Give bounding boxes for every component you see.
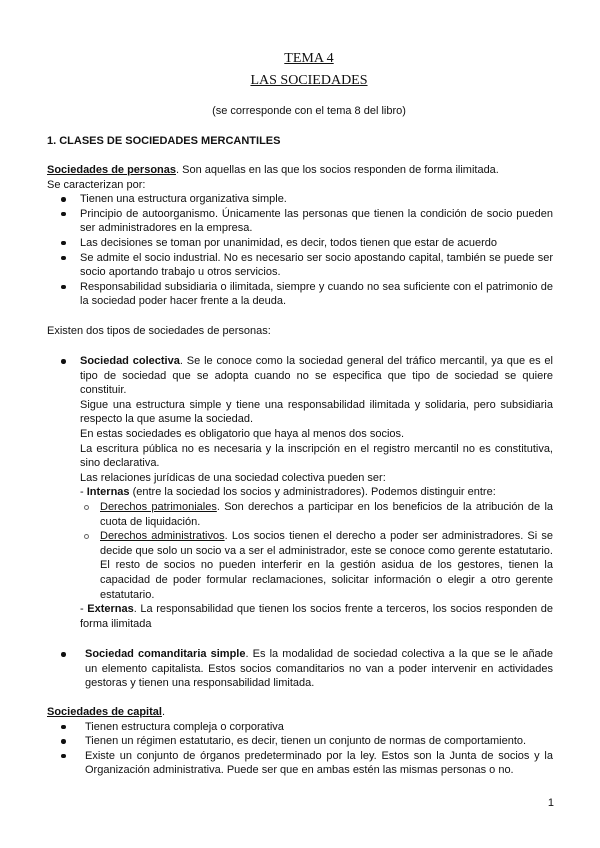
list-item: Principio de autoorganismo. Únicamente las personas que tienen la condición de socio pueden ser administradores en la empresa.	[47, 207, 553, 236]
dash: -	[80, 603, 88, 616]
list-item	[47, 354, 553, 398]
sub-text: . Los socios tienen el derecho a poder ser administradores. Si se decide que solo un socio va a ser el administrador, este se conoce como gerente estatutario. El resto de socios no pueden interferir en la gestión asidua de los gestores, tienen la capacidad de poder formular reclamaciones, solicitar información o elegir a otro gerente estatutario.	[100, 530, 553, 601]
colectiva-p3: En estas sociedades es obligatorio que haya al menos dos socios.	[80, 427, 405, 440]
colectiva-p5: Las relaciones jurídicas de una sociedad colectiva pueden ser:	[80, 471, 386, 484]
sub-term: Derechos administrativos	[100, 530, 225, 543]
list-item: Tienen un régimen estatutario, es decir, tienen un conjunto de normas de comportamiento.	[47, 734, 553, 749]
capital-section	[47, 705, 553, 778]
personas-def: . Son aquellas en las que los socios responden de forma ilimitada.	[176, 164, 499, 176]
list-item	[47, 647, 553, 691]
title-tema: TEMA 4	[284, 51, 334, 66]
externas-term: Externas	[87, 603, 134, 616]
list-item: Existe un conjunto de órganos predeterminado por la ley. Estos son la Junta de socios y la Organización administrativa. Puede ser que en ambas estén las mismas personas o no.	[47, 749, 553, 778]
externas-text: . La responsabilidad que tienen los socios frente a terceros, los socios responden de forma ilimitada	[80, 603, 553, 630]
colectiva-term: Sociedad colectiva	[80, 355, 180, 367]
comanditaria-term: Sociedad comanditaria simple	[85, 648, 246, 660]
personas-list	[47, 192, 553, 309]
personas-section	[47, 163, 553, 338]
list-item: Se admite el socio industrial. No es necesario ser socio apostando capital, también se puede ser socio aportando trabajo u otros servicios.	[47, 251, 553, 280]
sub-term: Derechos patrimoniales	[100, 500, 217, 513]
comanditaria-text: . Es la modalidad de sociedad colectiva a la que se le añade un elemento capitalista. Estos socios comanditarios no van a poder intervenir en actividades gestoras y tienen una responsabilidad limitada.	[85, 648, 553, 690]
capital-term: Sociedades de capital	[47, 706, 162, 718]
list-item: Las decisiones se toman por unanimidad, es decir, todos tienen que estar de acuerdo	[47, 236, 553, 251]
section-heading: 1. CLASES DE SOCIEDADES MERCANTILES	[47, 135, 281, 147]
internas-text: (entre la sociedad los socios y administradores). Podemos distinguir entre:	[129, 486, 496, 499]
capital-dot: .	[161, 706, 165, 718]
colectiva-section	[47, 354, 553, 631]
personas-intro: Se caracterizan por:	[47, 178, 146, 191]
title-las-sociedades: LAS SOCIEDADES	[250, 73, 368, 88]
list-item	[47, 500, 553, 529]
sub-text: . Son derechos a participar en los beneficios de la atribución de la cuota de liquidación.	[100, 500, 554, 528]
page-number: 1	[547, 797, 554, 809]
comanditaria-section	[47, 647, 553, 691]
internas-term: Internas	[86, 486, 130, 499]
internas-line	[47, 485, 553, 500]
list-item: Responsabilidad subsidiaria o ilimitada, siempre y cuando no sea suficiente con el patrimonio de la sociedad poder hacer frente a la deuda.	[47, 280, 553, 309]
colectiva-p2: Sigue una estructura simple y tiene una responsabilidad ilimitada y solidaria, pero subsidiaria respecto la que asume la sociedad.	[80, 398, 553, 426]
colectiva-p1: . Se le conoce como la sociedad general del tráfico mercantil, ya que es el tipo de sociedad que se adopta cuando no se especifica que tipo de sociedad se quiere constituir.	[80, 355, 553, 397]
list-item	[47, 529, 553, 602]
list-item: Tienen estructura compleja o corporativa	[47, 720, 553, 735]
subtitle: (se corresponde con el tema 8 del libro)	[212, 105, 406, 117]
externas-line	[47, 602, 553, 631]
list-item: Tienen una estructura organizativa simple.	[47, 192, 553, 207]
dash: -	[80, 486, 87, 499]
personas-term: Sociedades de personas	[47, 164, 176, 176]
colectiva-p4: La escritura pública no es necesaria y la inscripción en el registro mercantil no es constitutiva, sino declarativa.	[80, 442, 553, 470]
types-intro: Existen dos tipos de sociedades de personas:	[47, 324, 271, 337]
